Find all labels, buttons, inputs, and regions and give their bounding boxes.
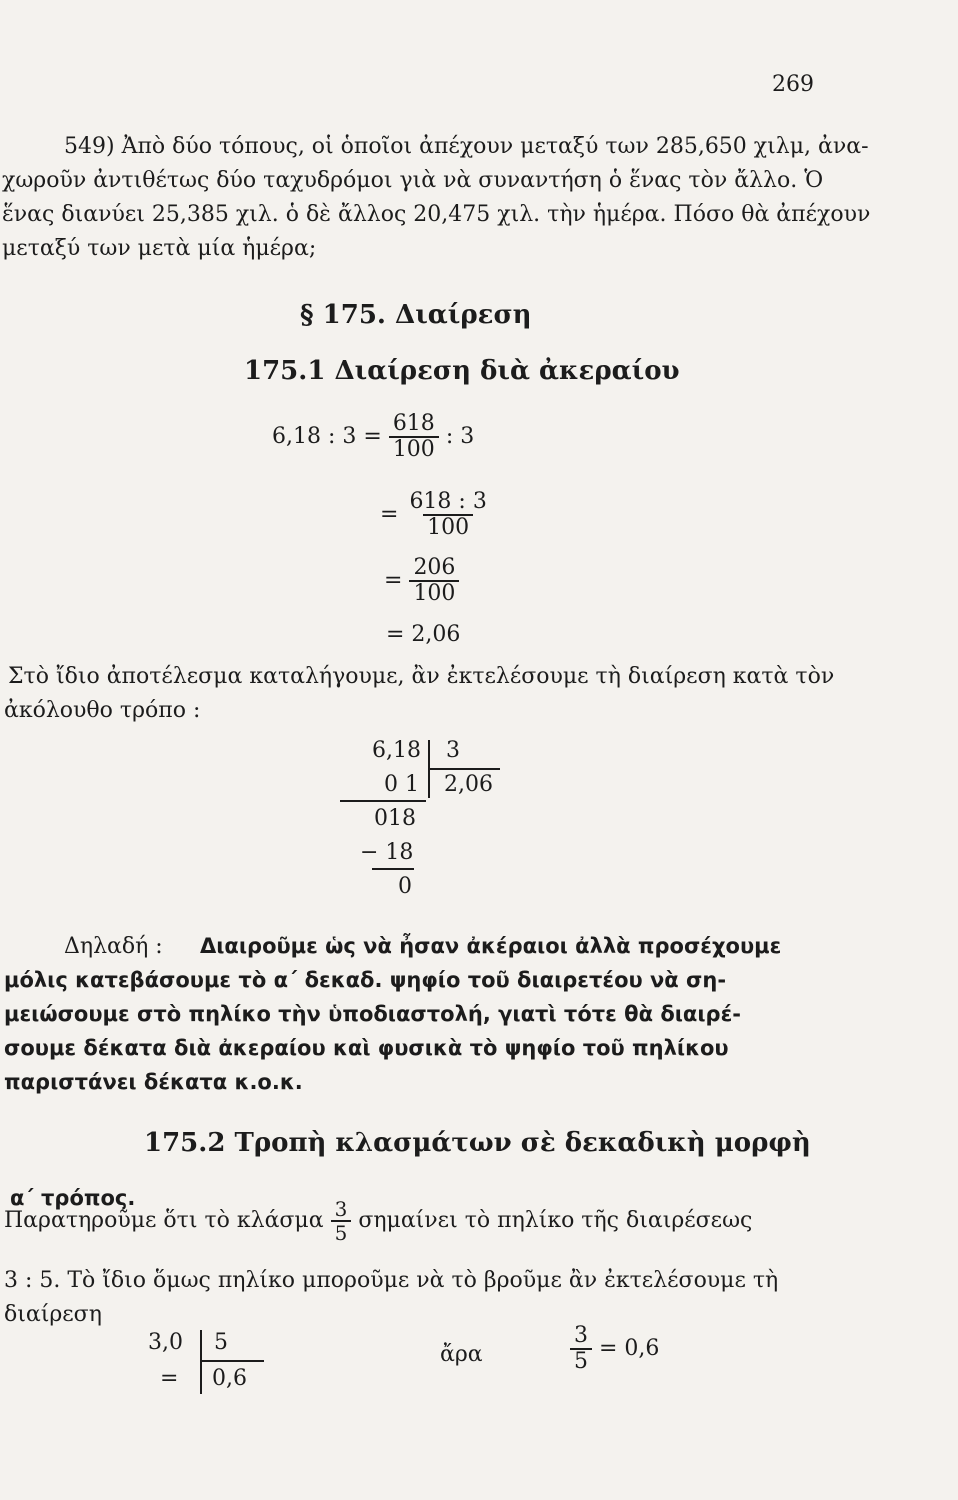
ara-label: ἄρα [440,1342,483,1367]
explanation-line-2: μόλις κατεβάσουμε τὸ α΄ δεκαδ. ψηφίο τοῦ διαιρετέου νὰ ση- [4,968,727,992]
equation-line-2 [380,490,491,540]
problem-549-line-2: χωροῦν ἀντιθέτως δύο ταχυδρόμοι γιὰ νὰ συναντήση ὁ ἕνας τὸν ἄλλο. Ὁ [2,168,824,193]
explanation-line-4: σουμε δέκατα διὰ ἀκεραίου καὶ φυσικὰ τὸ ψηφίο τοῦ πηλίκου [4,1036,729,1060]
explanation-line-5: παριστάνει δέκατα κ.ο.κ. [4,1070,303,1094]
equation-line-1 [272,412,474,462]
result-denominator: 5 [570,1348,592,1374]
page-number: 269 [772,72,814,97]
division-dividend: 6,18 [372,738,421,763]
eq2-equals: = [380,502,399,528]
fraction-sentence-line-3: διαίρεση [4,1302,102,1327]
equation-line-4: = 2,06 [386,622,461,647]
fraction-sentence-line-1 [4,1198,752,1244]
eq1-tail: : 3 [445,424,475,450]
subsection-heading-175-1: 175.1 Διαίρεση διὰ ἀκεραίου [244,356,680,386]
division-step-2: 018 [374,806,416,831]
division-step-3: − 18 [360,840,414,865]
eq1-numerator: 618 [392,411,435,436]
equation-line-3 [384,556,459,606]
section-heading: § 175. Διαίρεση [300,300,532,330]
division2-bar-horizontal [200,1360,264,1362]
paragraph-line-2: ἀκόλουθο τρόπο : [4,698,201,723]
eq3-denominator: 100 [409,580,459,606]
problem-549-line-4: μεταξύ των μετὰ μία ἡμέρα; [2,236,317,261]
explanation-line-1: Διαιροῦμε ὡς νὰ ἦσαν ἀκέραιοι ἀλλὰ προσέχουμε [200,934,782,958]
problem-549-line-3: ἕνας διανύει 25,385 χιλ. ὁ δὲ ἄλλος 20,475 χιλ. τὴν ἡμέρα. Πόσο θὰ ἀπέχουν [2,202,871,227]
inline-fraction-numerator: 3 [334,1197,348,1221]
division2-equals: = [160,1366,179,1391]
eq3-numerator: 206 [413,555,456,580]
division-bar-horizontal [428,768,500,770]
division2-dividend: 3,0 [148,1330,183,1355]
eq2-fraction [405,490,490,540]
result-tail: = 0,6 [599,1336,660,1362]
result-expression [570,1324,659,1374]
division-divisor: 3 [446,738,460,763]
result-fraction [570,1324,592,1374]
fraction-sentence-line-2: 3 : 5. Τὸ ἴδιο ὅμως πηλίκο μποροῦμε νὰ τὸ βροῦμε ἂν ἐκτελέσουμε τὴ [4,1268,779,1293]
explanation-line-3: μειώσουμε στὸ πηλίκο τὴν ὑποδιαστολή, γιατὶ τότε θὰ διαιρέ- [4,1002,741,1026]
eq3-equals: = [384,568,403,594]
eq1-fraction [389,412,439,462]
division-step-1: 0 1 [384,772,419,797]
sentence-post: σημαίνει τὸ πηλίκο τῆς διαιρέσεως [358,1208,753,1233]
eq3-fraction [409,556,459,606]
method-label: α΄ τρόπος. [10,1186,136,1210]
eq2-numerator: 618 : 3 [409,489,487,514]
division2-bar-vertical [200,1330,202,1394]
inline-fraction [331,1198,352,1244]
subsection-heading-175-2: 175.2 Τροπὴ κλασμάτων σὲ δεκαδικὴ μορφὴ [144,1128,811,1158]
problem-549-line-1: 549) Ἀπὸ δύο τόπους, οἱ ὁποῖοι ἀπέχουν μεταξύ των 285,650 χιλμ, ἀνα- [64,134,869,159]
result-numerator: 3 [574,1323,588,1348]
inline-fraction-denominator: 5 [331,1220,352,1244]
paragraph-line-1: Στὸ ἴδιο ἀποτέλεσμα καταλήγουμε, ἂν ἐκτελέσουμε τὴ διαίρεση κατὰ τὸν [8,664,835,689]
division-remainder: 0 [398,874,412,899]
eq1-lhs: 6,18 : 3 = [272,424,382,450]
explanation-lead: Δηλαδή : [64,934,163,959]
division-rule-2 [372,868,414,870]
division2-quotient: 0,6 [212,1366,247,1391]
division-rule-1 [340,800,426,802]
eq1-denominator: 100 [389,436,439,462]
division-quotient: 2,06 [444,772,493,797]
division2-divisor: 5 [214,1330,228,1355]
eq2-denominator: 100 [423,514,473,540]
sentence-pre: Παρατηροῦμε ὅτι τὸ κλάσμα [4,1208,324,1233]
